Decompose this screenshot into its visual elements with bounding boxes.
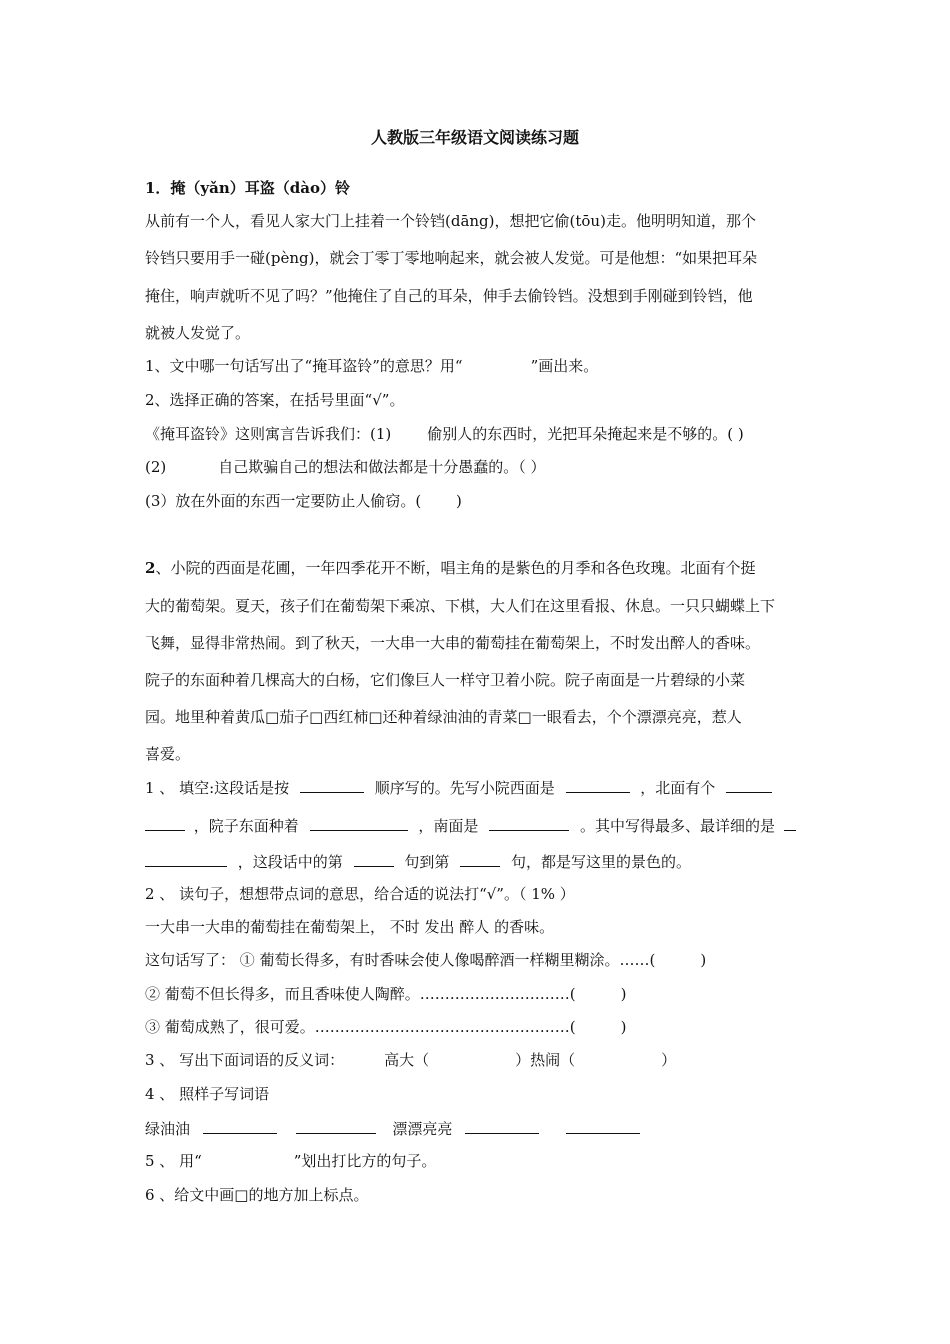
choice-bracket[interactable]: ( ) [569,985,627,1003]
section2-para-line: 园。地里种着黄瓜□茄子□西红柿□还种着绿油油的青菜□一眼看去，个个漂漂亮亮，惹人 [145,708,742,726]
q5-text: ”划出打比方的句子。 [293,1152,437,1170]
q1-text-b: ”画出来。 [530,357,599,375]
fill-blank[interactable] [566,777,630,793]
fill-blank[interactable] [460,851,500,867]
choice-3 [145,1017,627,1037]
word-blank[interactable] [203,1118,277,1134]
section2-question-2: 2 、 读句子，想想带点词的意思，给合适的说法打“√”。（ 1% ） [145,885,575,903]
fill-blank[interactable] [784,815,796,831]
example-word: 绿油油 [145,1120,191,1138]
q1-text-a: 1、文中哪一句话写出了“掩耳盗铃”的意思？用“ [145,357,463,375]
opt2-label: (2) [145,458,167,476]
section1-para-line: 从前有一个人，看见人家大门上挂着一个铃铛(dāng)，想把它偷(tōu)走。他明明知道，那个 [145,212,756,230]
q5-text: 5 、 用“ [145,1152,202,1170]
word-blank[interactable] [465,1118,539,1134]
q1-text: 句，都是写这里的景色的。 [510,853,691,871]
word-examples [145,1118,640,1139]
section1-para-line: 掩住，响声就听不见了吗？”他掩住了自己的耳朵，伸手去偷铃铛。没想到手刚碰到铃铛，他 [145,287,753,305]
choice-2 [145,984,627,1004]
opt1-label: 《掩耳盗铃》这则寓言告诉我们：(1) [145,425,392,443]
section1-para-line: 铃铛只要用手一碰(pèng)，就会丁零丁零地响起来，就会被人发觉。可是他想：“如果把耳朵 [145,249,758,267]
word-blank[interactable] [566,1118,640,1134]
fill-blank[interactable] [489,815,569,831]
section1-para-line: 就被人发觉了。 [145,324,251,342]
q1-text: ，北面有个 [640,779,716,797]
choice-text: ② 葡萄不但长得多，而且香味使人陶醉。………………………… [145,985,570,1003]
q1-text: 。其中写得最多、最详细的是 [579,817,775,835]
opt2-text: 自己欺骗自己的想法和做法都是十分愚蠢的。（ ） [218,458,546,476]
section2-q1-line1 [145,777,772,798]
fill-blank[interactable] [145,815,185,831]
section2-para-text: 、小院的西面是花圃，一年四季花开不断，唱主角的是紫色的月季和各色玫瑰。北面有个挺 [155,559,756,577]
q1-text: 顺序写的。先写小院西面是 [374,779,555,797]
choice-bracket[interactable]: ( ) [569,1018,627,1036]
section2-q1-line3 [145,851,691,872]
section2-question-6: 6 、给文中画□的地方加上标点。 [145,1186,369,1204]
choice-text: ③ 葡萄成熟了，很可爱。…………………………………………… [145,1018,570,1036]
choice-bracket[interactable]: ( ) [649,951,707,969]
q1-text: 1 、 填空:这段话是按 [145,779,290,797]
fill-blank[interactable] [726,777,772,793]
section2-question-4: 4 、 照样子写词语 [145,1085,270,1103]
q3-text: 高大（ [384,1051,430,1069]
opt1-text: 偷别人的东西时，光把耳朵掩起来是不够的。( ) [427,425,744,443]
section2-para-line: 飞舞，显得非常热闹。到了秋天，一大串一大串的葡萄挂在葡萄架上，不时发出醉人的香味。 [145,634,761,652]
section2-question-3 [145,1050,676,1070]
fill-blank[interactable] [310,815,408,831]
word-blank[interactable] [296,1118,376,1134]
choice-1 [145,950,706,970]
q3-text: ） [661,1051,677,1069]
fill-blank[interactable] [145,851,227,867]
q1-text: ，院子东面种着 [193,817,299,835]
q1-text: ，这段话中的第 [237,853,343,871]
section1-question-1 [145,356,598,376]
q3-text: 3 、 写出下面词语的反义词： [145,1051,345,1069]
section2-question-5 [145,1151,436,1171]
page-title: 人教版三年级语文阅读练习题 [370,128,579,147]
section2-para-first [145,558,755,578]
choice-text: 这句话写了： ① 葡萄长得多，有时香味会使人像喝醉酒一样糊里糊涂。…… [145,951,650,969]
section2-para-line: 大的葡萄架。夏天，孩子们在葡萄架下乘凉、下棋，大人们在这里看报、休息。一只只蝴蝶上下 [145,597,776,615]
section2-q1-line2 [145,815,796,836]
q1-text: ，南面是 [418,817,479,835]
section1-option-3: (3）放在外面的东西一定要防止人偷窃。( ) [145,492,462,510]
q1-text: 句到第 [404,853,450,871]
section2-para-line: 喜爱。 [145,745,191,763]
fill-blank[interactable] [300,777,364,793]
section1-question-2: 2、选择正确的答案，在括号里面“√”。 [145,391,405,409]
section1-option-1 [145,424,744,444]
q3-text: ）热闹（ [515,1051,576,1069]
section2-sentence: 一大串一大串的葡萄挂在葡萄架上， 不时 发出 醉人 的香味。 [145,918,555,936]
example-word: 漂漂亮亮 [392,1120,453,1138]
section2-number: 2 [145,559,156,577]
section1-option-2 [145,457,546,477]
fill-blank[interactable] [354,851,394,867]
section1-heading: 1．掩（yǎn）耳盗（dào）铃 [145,179,350,197]
section2-para-line: 院子的东面种着几棵高大的白杨，它们像巨人一样守卫着小院。院子南面是一片碧绿的小菜 [145,671,746,689]
